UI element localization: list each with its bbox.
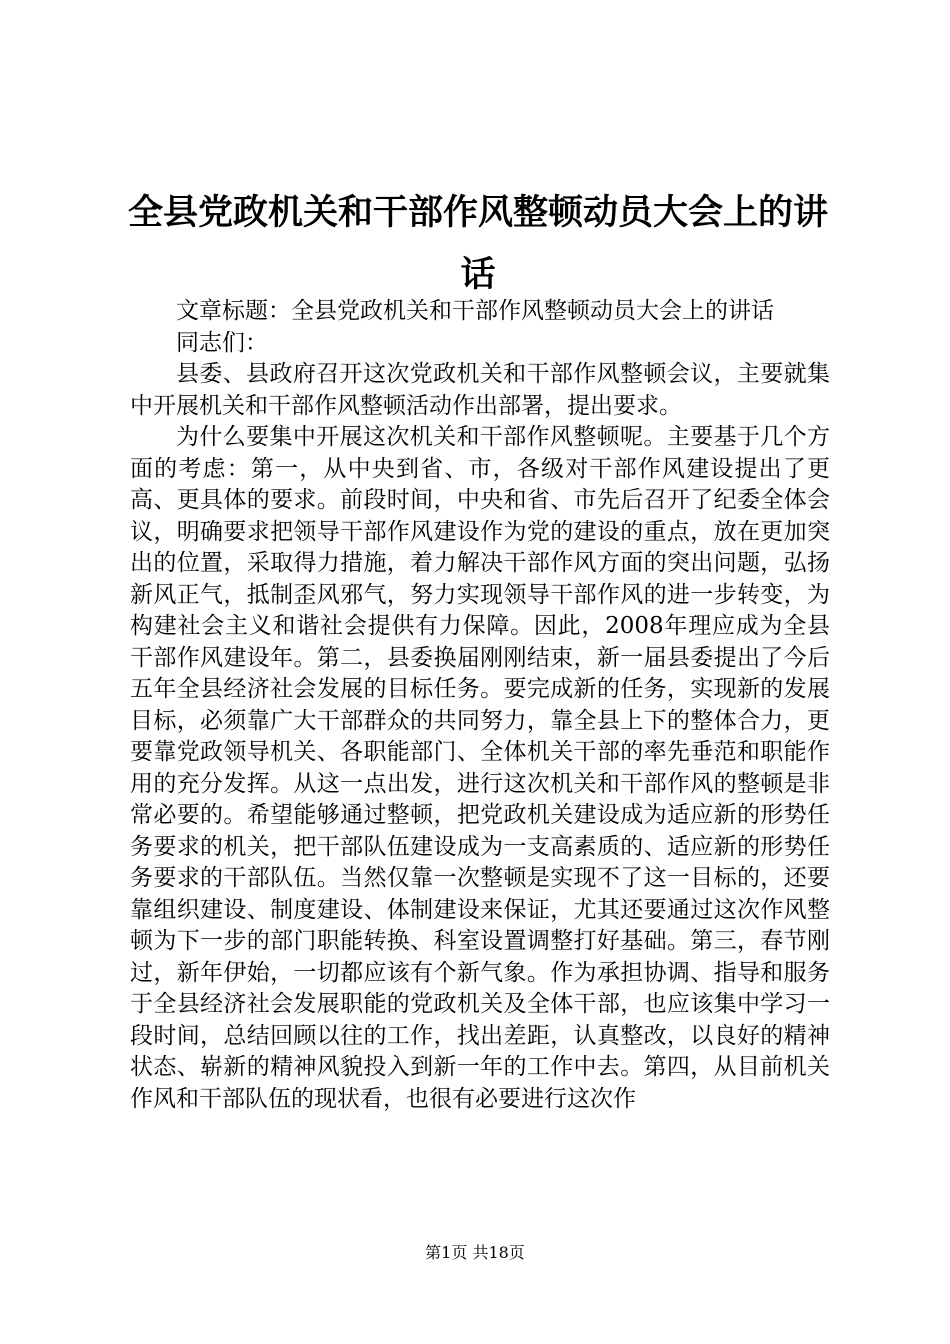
salutation: 同志们： [176,329,268,356]
paragraph: 为什么要集中开展这次机关和干部作风整顿呢。主要基于几个方面的考虑：第一，从中央到省、市，各级对干部作风建设提出了更高、更具体的要求。前段时间，中央和省、市先后召开了纪委全体会议，明确要求把领导干部作风建设作为党的建设的重点，放在更加突出的位置，采取得力措施，着力解决干部作风方面的突出问题，弘扬新风正气，抵制歪风邪气，努力实现领导干部作风的进一步转变，为构建社会主义和谐社会提供有力保障。因此，2008年理应成为全县干部作风建设年。第二，县委换届刚刚结束，新一届县委提出了今后五年全县经济社会发展的目标任务。要完成新的任务，实现新的发展目标，必须靠广大干部群众的共同努力，靠全县上下的整体合力，更要靠党政领导机关、各职能部门、全体机关干部的率先垂范和职能作用的充分发挥。从这一点出发，进行这次机关和干部作风的整顿是非常必要的。希望能够通过整顿，把党政机关建设成为适应新的形势任务要求的机关，把干部队伍建设成为一支高素质的、适应新的形势任务要求的干部队伍。当然仅靠一次整顿是实现不了这一目标的，还要靠组织建设、制度建设、体制建设来保证，尤其还要通过这次作风整顿为下一步的部门职能转换、科室设置调整打好基础。第三，春节刚过，新年伊始，一切都应该有个新气象。作为承担协调、指导和服务于全县经济社会发展职能的党政机关及全体干部，也应该集中学习一段时间，总结回顾以往的工作，找出差距，认真整改，以良好的精神状态、崭新的精神风貌投入到新一年的工作中去。第四，从目前机关作风和干部队伍的现状看，也很有必要进行这次作 [130,424,830,1112]
paragraph: 县委、县政府召开这次党政机关和干部作风整顿会议，主要就集中开展机关和干部作风整顿活动作出部署，提出要求。 [130,361,830,419]
page-footer: 第1页 共18页 [425,1243,525,1262]
document-body [130,296,830,1115]
document-title: 全县党政机关和干部作风整顿动员大会上的讲话 [128,192,829,295]
article-title-line: 文章标题：全县党政机关和干部作风整顿动员大会上的讲话 [176,298,774,324]
